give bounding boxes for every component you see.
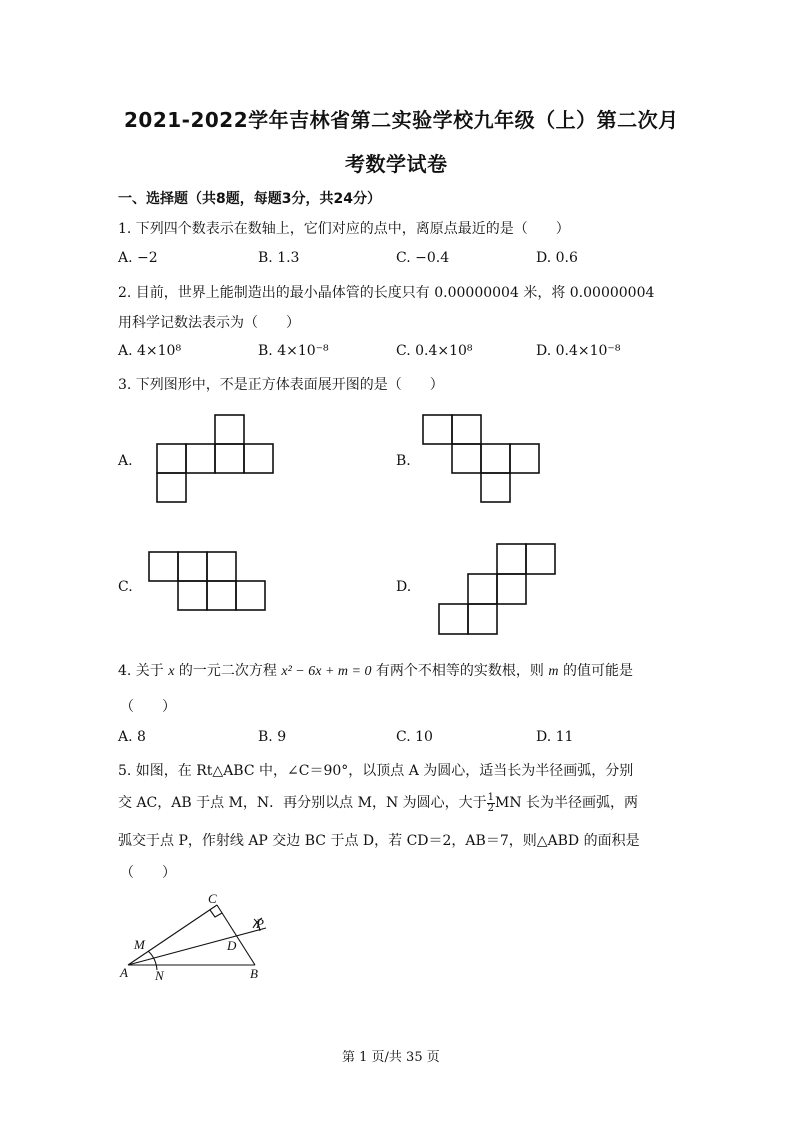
cube-net-b: [418, 410, 544, 506]
question-1-text: 1. 下列四个数表示在数轴上，它们对应的点中，离原点最近的是（ ）: [118, 221, 570, 237]
page-title-line1: 2021-2022学年吉林省第二实验学校九年级（上）第二次月: [124, 108, 679, 132]
label-b: B: [250, 966, 258, 981]
question-2-option-a: A. 4×10⁸: [118, 343, 182, 359]
variable-x: x: [168, 664, 175, 679]
fraction-numerator: 1: [487, 791, 495, 803]
question-1-option-b: B. 1.3: [258, 250, 300, 266]
label-m: M: [134, 937, 145, 952]
fraction-one-half: [487, 793, 495, 814]
question-2-line1: 2. 目前，世界上能制造出的最小晶体管的长度只有 0.00000004 米，将 0.00000004: [118, 285, 655, 301]
question-3-text: 3. 下列图形中，不是正方体表面展开图的是（ ）: [118, 377, 444, 393]
ray-ap: [128, 928, 266, 965]
question-4-option-c: C. 10: [396, 729, 433, 745]
label-c: C: [208, 891, 217, 906]
question-1-option-a: A. −2: [118, 250, 158, 266]
label-d: D: [227, 938, 237, 953]
question-3-label-a: A.: [118, 453, 133, 469]
question-5-line3: 弧交于点 P，作射线 AP 交边 BC 于点 D，若 CD＝2，AB＝7，则△ABD 的面积是: [118, 833, 640, 849]
question-1-option-c: C. −0.4: [396, 250, 450, 266]
question-5-line4: （ ）: [120, 865, 176, 881]
label-a: A: [120, 965, 128, 980]
section-header: 一、选择题（共8题，每题3分，共24分）: [118, 191, 381, 207]
question-5-line2-post: MN 长为半径画弧，两: [495, 795, 639, 811]
page-footer: 第 1 页/共 35 页: [342, 1050, 440, 1065]
question-5-line1: 5. 如图，在 Rt△ABC 中，∠C＝90°，以顶点 A 为圆心，适当长为半径画弧，分别: [118, 763, 634, 779]
question-1-option-d: D. 0.6: [536, 250, 578, 266]
question-4-option-b: B. 9: [258, 729, 287, 745]
question-3-label-b: B.: [396, 453, 411, 469]
label-n: N: [155, 968, 164, 983]
question-3-label-d: D.: [396, 579, 412, 595]
label-p: P: [256, 916, 264, 931]
question-5-line2: [118, 792, 638, 814]
question-2-option-b: B. 4×10⁻⁸: [258, 343, 329, 359]
question-4-post: 有两个不相等的实数根，则: [371, 663, 549, 679]
page-title-line2: 考数学试卷: [345, 152, 448, 176]
triangle-figure: [110, 888, 290, 984]
question-4-option-d: D. 11: [536, 729, 574, 745]
question-3-label-c: C.: [118, 579, 133, 595]
question-4-line2: （ ）: [120, 699, 176, 715]
question-5-line2-pre: 交 AC，AB 于点 M，N．再分别以点 M，N 为圆心，大于: [118, 795, 487, 811]
variable-m: m: [548, 664, 559, 679]
question-2-line2: 用科学记数法表示为（ ）: [118, 315, 300, 331]
question-4-option-a: A. 8: [118, 729, 146, 745]
cube-net-c: [144, 547, 270, 615]
side-bc: [217, 905, 255, 965]
question-2-option-d: D. 0.4×10⁻⁸: [536, 343, 621, 359]
question-4-end: 的值可能是: [558, 663, 633, 679]
cube-net-a: [150, 410, 276, 506]
question-4-pre: 4. 关于: [118, 663, 169, 679]
side-ac: [128, 905, 217, 965]
cube-net-d: [434, 540, 560, 638]
fraction-denominator: 2: [487, 802, 495, 814]
question-2-option-c: C. 0.4×10⁸: [396, 343, 473, 359]
question-4-mid: 的一元二次方程: [174, 663, 282, 679]
quadratic-equation: x² − 6x + m = 0: [281, 664, 372, 679]
question-4-line1: [118, 660, 633, 680]
